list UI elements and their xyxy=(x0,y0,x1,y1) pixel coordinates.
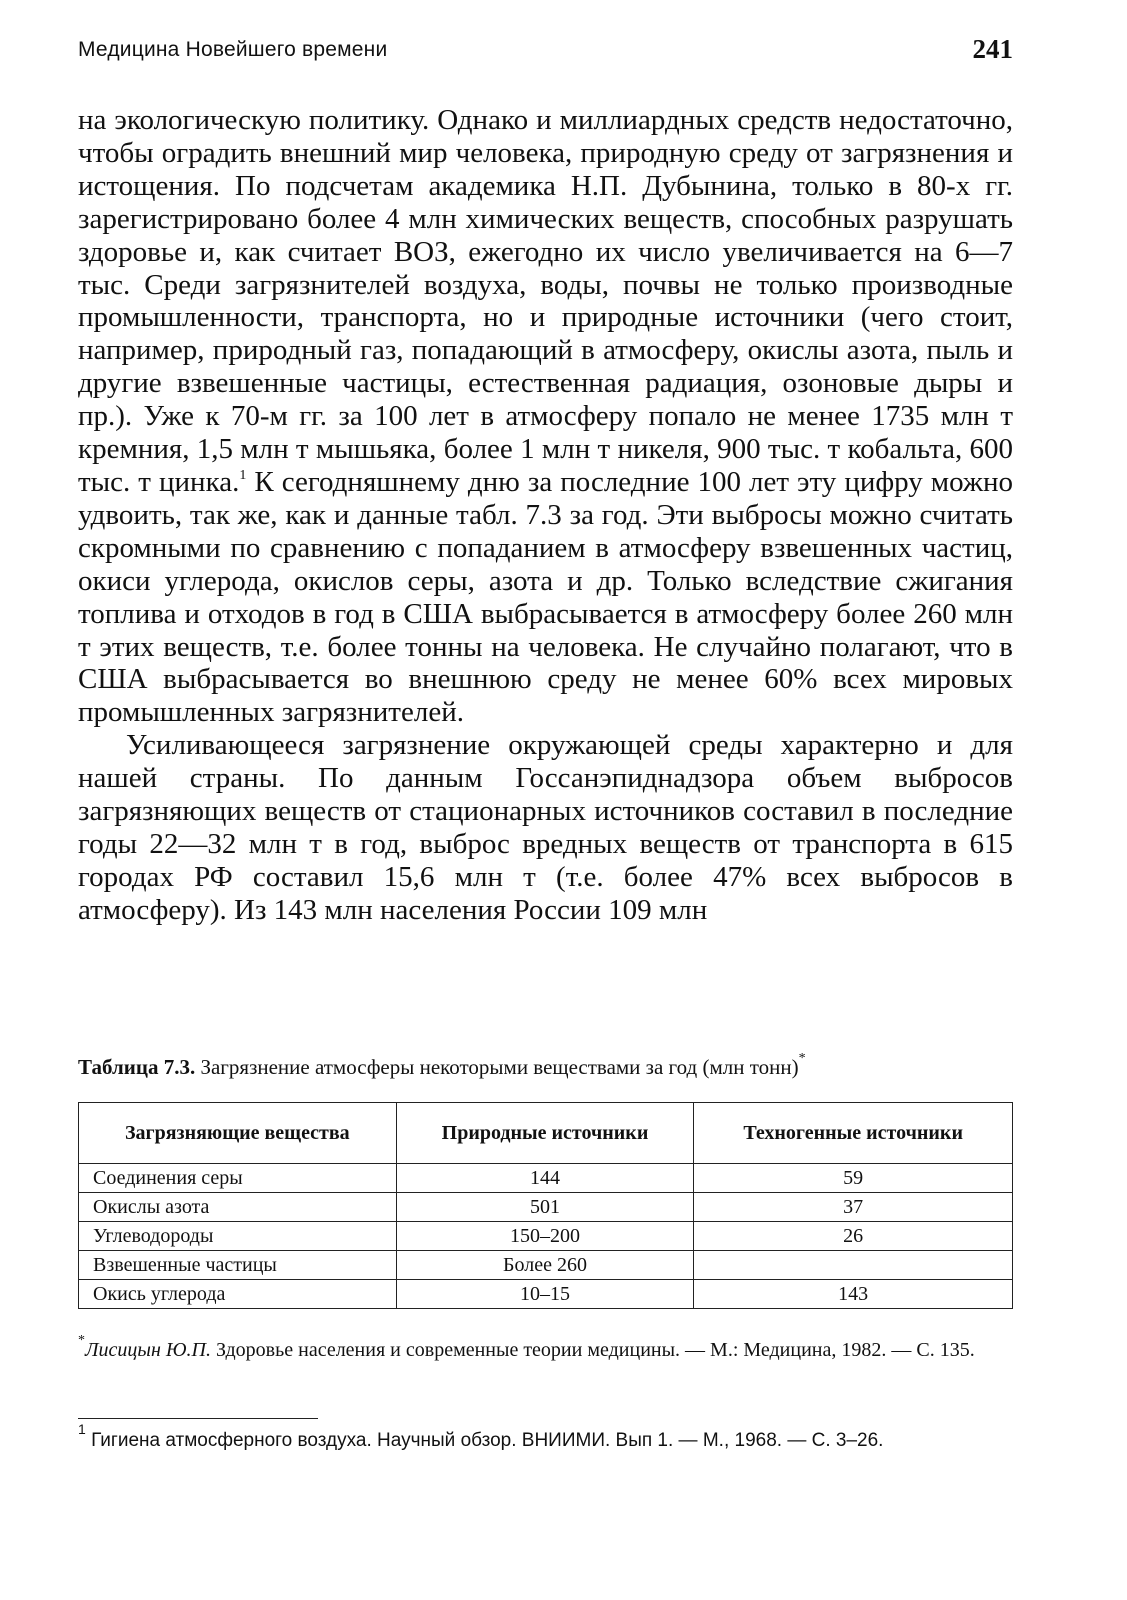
body-text xyxy=(78,104,1013,927)
table-cell: 26 xyxy=(694,1222,1013,1251)
table-cell: Окислы азота xyxy=(79,1193,397,1222)
table-row xyxy=(79,1251,1013,1280)
paragraph-text-continued: К сегодняшнему дню за последние 100 лет эту цифру можно удвоить, так же, как и данные табл. 7.3 за год. Эти выбросы можно считать скромными по сравнению с попаданием в атмосферу взвешенных частиц, окиси углерода, окислов серы, азота и др. Только вследствие сжигания топлива и отходов в год в США выбрасывается в атмосферу более 260 млн т этих веществ, т.е. более тонны на человека. Не случайно полагают, что в США выбрасывается во внешнюю среду не менее 60% всех мировых промышленных загрязнителей. xyxy=(78,465,1013,729)
table-caption-label: Таблица 7.3. xyxy=(78,1055,196,1079)
page-number: 241 xyxy=(972,34,1013,64)
footnote xyxy=(78,1421,1013,1454)
table-cell: 59 xyxy=(694,1164,1013,1193)
table-header-row xyxy=(79,1103,1013,1164)
table-cell xyxy=(694,1251,1013,1280)
book-page xyxy=(78,0,1013,1600)
table-header-cell: Природные источники xyxy=(396,1103,694,1164)
table-cell: Окись углерода xyxy=(79,1280,397,1309)
pollution-table xyxy=(78,1102,1013,1309)
paragraph-text: на экологическую политику. Однако и миллиардных средств недостаточно, чтобы оградить внешний мир человека, природную среду от загрязнения и истощения. По подсчетам академика Н.П. Дубынина, только в 80-х гг. зарегистрировано более 4 млн химических веществ, способных разрушать здоровье и, как считает ВОЗ, ежегодно их число увеличивается на 6—7 тыс. Среди загрязнителей воздуха, воды, почвы не только производные промышленности, транспорта, но и природные источники (чего стоит, например, природный газ, попадающий в атмосферу, окислы азота, пыль и другие взвешенные частицы, естественная радиация, озоновые дыры и пр.). Уже к 70-м гг. за 100 лет в атмосферу попало не менее 1735 млн т кремния, 1,5 млн т мышьяка, более 1 млн т никеля, 900 тыс. т кобальта, 600 тыс. т цинка. xyxy=(78,104,1013,498)
table-caption xyxy=(78,1051,1013,1080)
paragraph xyxy=(78,729,1013,926)
paragraph xyxy=(78,104,1013,729)
footnote-divider xyxy=(78,1418,318,1419)
paragraph-text: Усиливающееся загрязнение окружающей среды характерно и для нашей страны. По данным Госсанэпиднадзора объем выбросов загрязняющих веществ от стационарных источников составил в последние годы 22—32 млн т в год, выброс вредных веществ от транспорта в 615 городах РФ составил 15,6 млн т (т.е. более 47% всех выбросов в атмосферу). Из 143 млн населения России 109 млн xyxy=(78,729,1013,926)
footnote-text: Гигиена атмосферного воздуха. Научный обзор. ВНИИМИ. Вып 1. — М., 1968. — С. 3–26. xyxy=(85,1430,884,1451)
table-row xyxy=(79,1193,1013,1222)
table-cell: 150–200 xyxy=(396,1222,694,1251)
table-note-author: Лисицын Ю.П. xyxy=(85,1339,211,1361)
table-row xyxy=(79,1280,1013,1309)
running-head xyxy=(78,34,1013,68)
table-cell: 37 xyxy=(694,1193,1013,1222)
footnote-marker: 1 xyxy=(239,467,247,483)
footnote-mark: 1 xyxy=(78,1421,86,1437)
table-cell: Взвешенные частицы xyxy=(79,1251,397,1280)
table-cell: Углеводороды xyxy=(79,1222,397,1251)
table-cell: 501 xyxy=(396,1193,694,1222)
table-row xyxy=(79,1222,1013,1251)
table-cell: 143 xyxy=(694,1280,1013,1309)
table-caption-text: Загрязнение атмосферы некоторыми веществами за год (млн тонн) xyxy=(195,1055,799,1079)
table-source-note xyxy=(78,1333,1013,1363)
table-note-mark: * xyxy=(78,1333,85,1348)
table-row xyxy=(79,1164,1013,1193)
table-note-text: Здоровье населения и современные теории медицины. — М.: Медицина, 1982. — С. 135. xyxy=(210,1339,975,1361)
table-header-cell: Техногенные источники xyxy=(694,1103,1013,1164)
running-title: Медицина Новейшего времени xyxy=(78,38,388,61)
table-cell: Соединения серы xyxy=(79,1164,397,1193)
table-cell: Более 260 xyxy=(396,1251,694,1280)
table-cell: 10–15 xyxy=(396,1280,694,1309)
table-header-cell: Загрязняющие вещества xyxy=(79,1103,397,1164)
table-cell: 144 xyxy=(396,1164,694,1193)
table-caption-mark: * xyxy=(798,1051,806,1066)
